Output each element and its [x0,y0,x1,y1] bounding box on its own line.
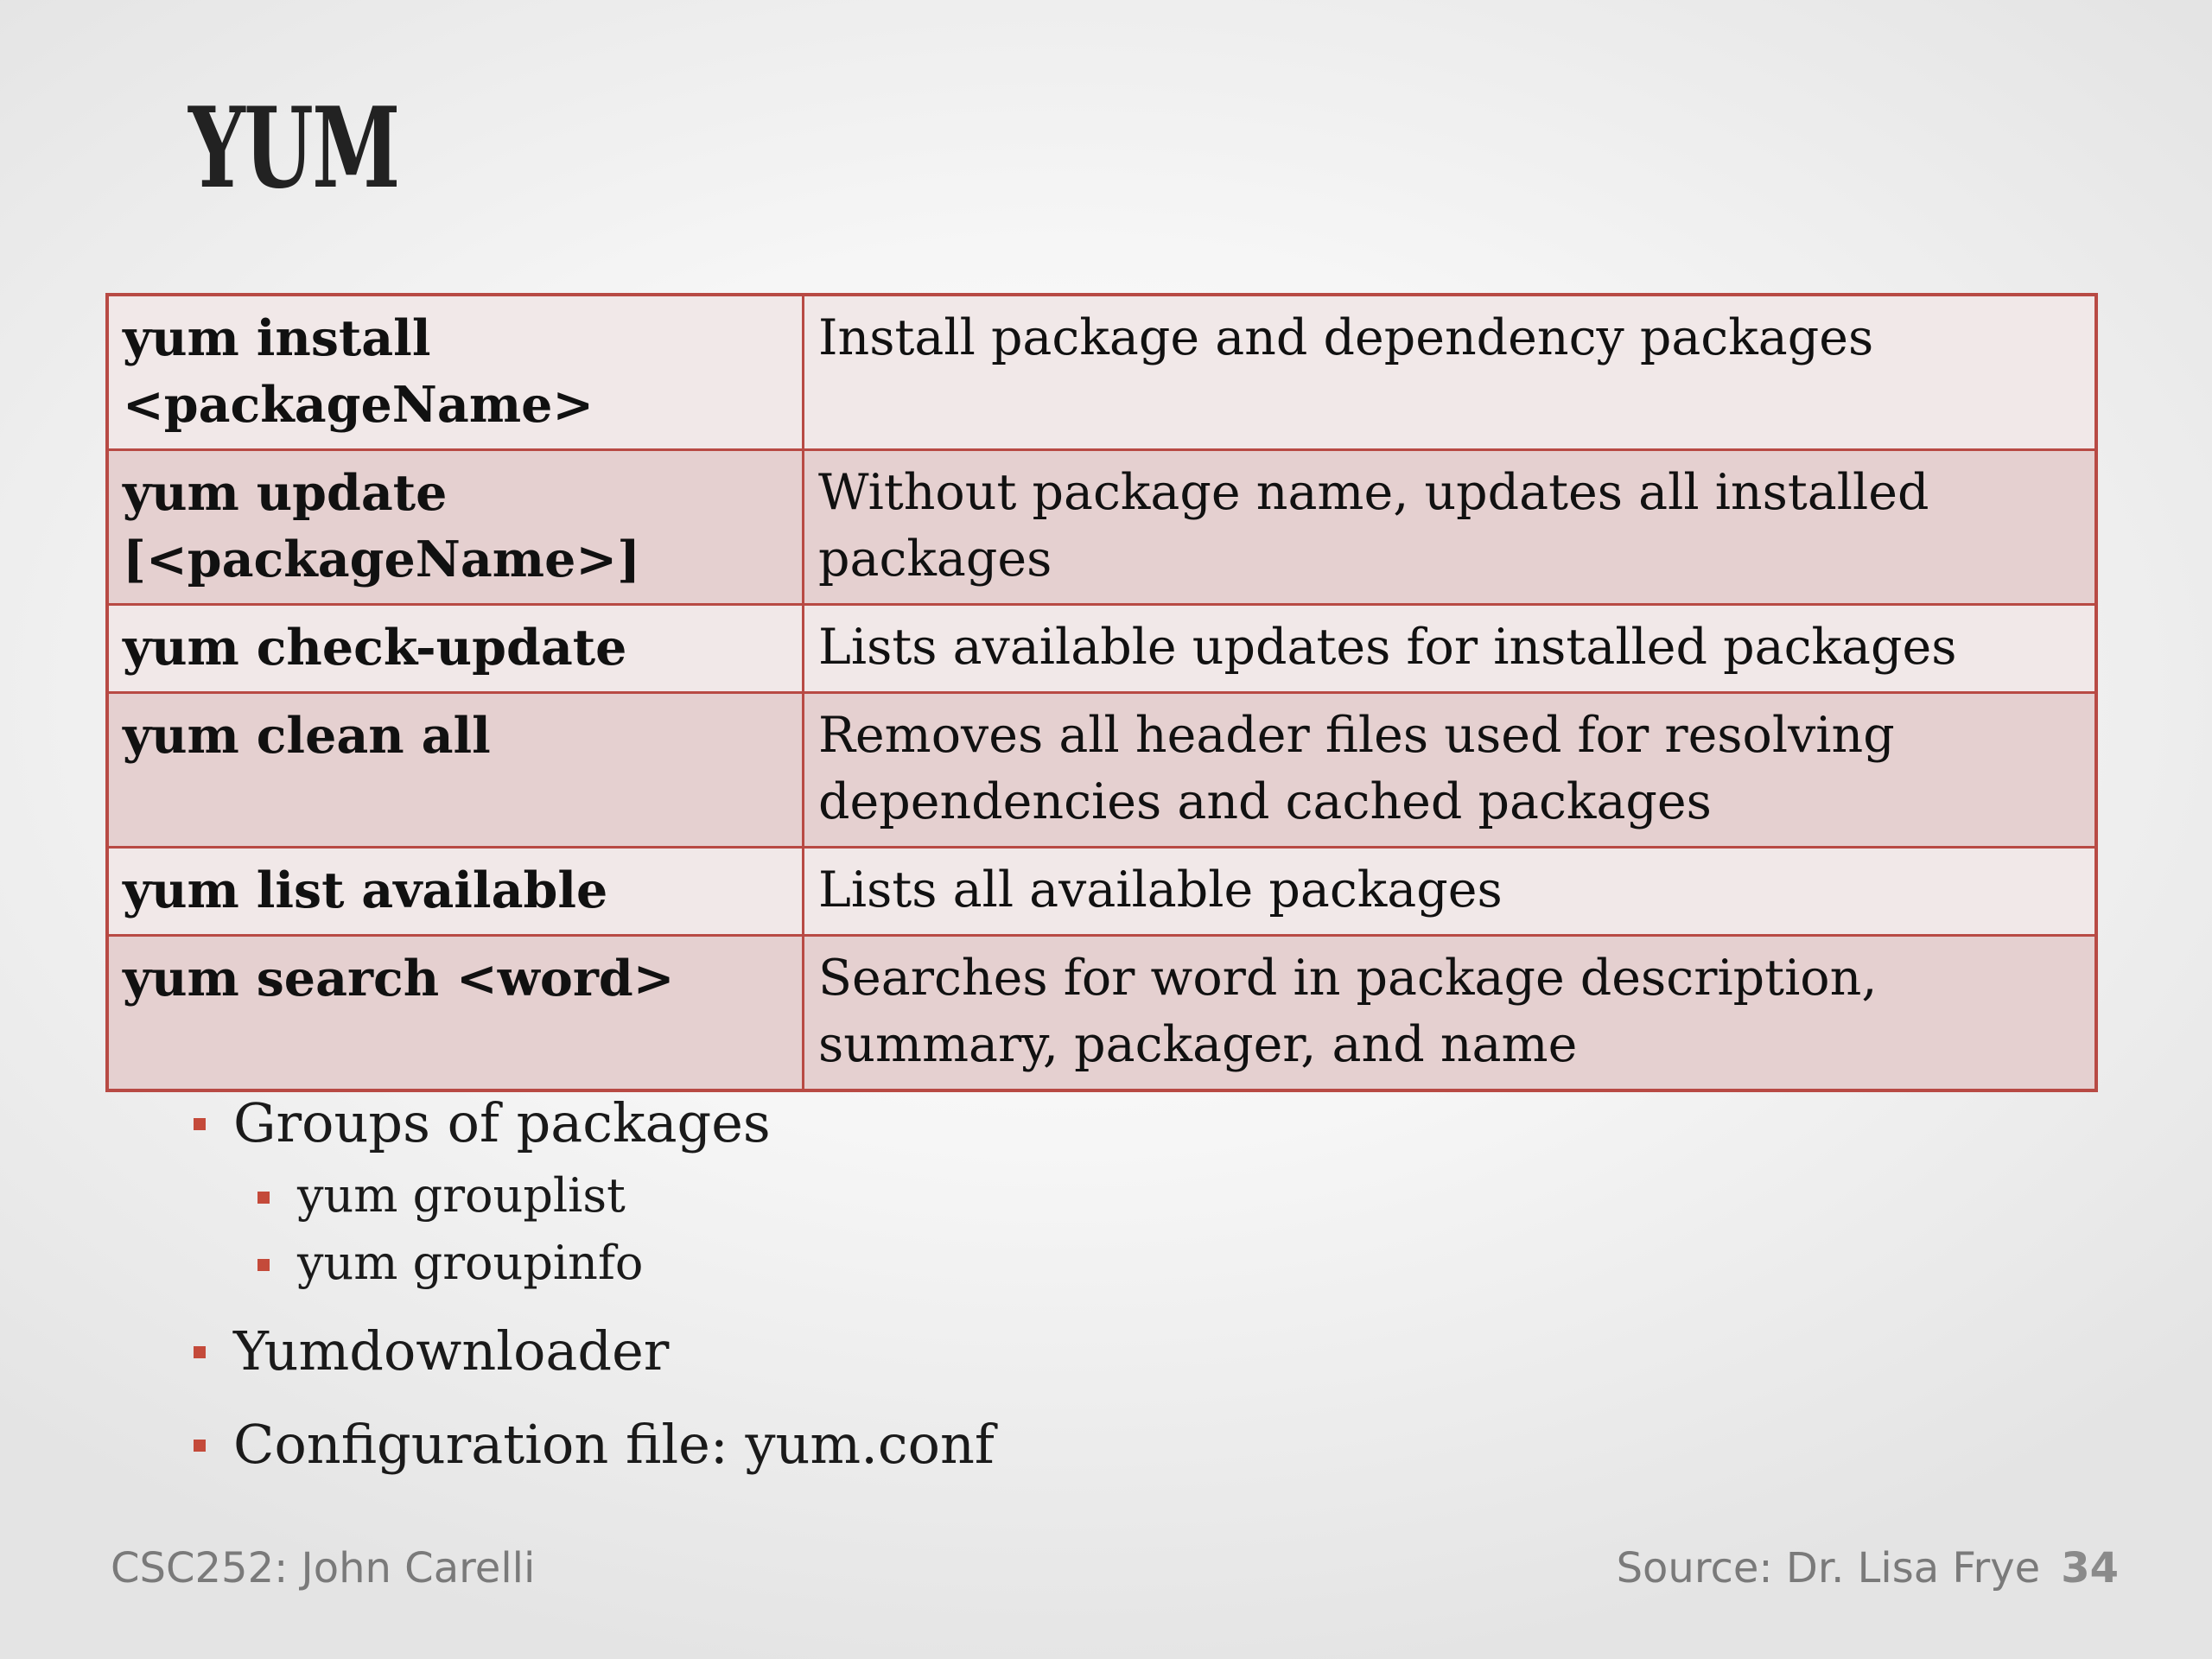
sub-bullet-item [190,1230,995,1297]
table-row [107,605,2096,693]
command-cell: yum update [<packageName>] [107,450,804,605]
bullet-square-icon [194,1118,206,1130]
bullet-text: yum groupinfo [297,1236,644,1290]
spacer [190,1297,995,1313]
table-row [107,295,2096,450]
command-cell: yum list available [107,848,804,936]
description-cell: Install package and dependency packages [804,295,2097,450]
command-cell: yum search <word> [107,936,804,1091]
description-cell: Removes all header files used for resolving dependencies and cached packages [804,693,2097,848]
bullet-item [190,1084,995,1162]
description-cell: Searches for word in package description, summary, packager, and name [804,936,2097,1091]
command-cell: yum check-update [107,605,804,693]
bullet-item [190,1313,995,1390]
description-cell: Without package name, updates all installed packages [804,450,2097,605]
table-row [107,450,2096,605]
footer-course: CSC252: John Carelli [111,1544,536,1592]
bullet-square-icon [257,1192,270,1204]
bullet-item [190,1406,995,1484]
bullet-text: Configuration file: yum.conf [233,1413,995,1476]
bullet-text: Yumdownloader [233,1319,670,1382]
bullet-square-icon [194,1346,206,1358]
sub-bullet-item [190,1162,995,1230]
table-row [107,936,2096,1091]
description-cell: Lists all available packages [804,848,2097,936]
source-text: Source: Dr. Lisa Frye [1616,1544,2041,1592]
spacer [190,1390,995,1406]
bullet-text: yum grouplist [297,1168,626,1223]
command-cell: yum install <packageName> [107,295,804,450]
bullet-square-icon [257,1259,270,1271]
bullet-list [190,1084,995,1484]
description-cell: Lists available updates for installed packages [804,605,2097,693]
page-number: 34 [2061,1544,2119,1592]
bullet-square-icon [194,1440,206,1452]
command-cell: yum clean all [107,693,804,848]
table-row [107,693,2096,848]
slide-title: YUM [188,84,399,213]
yum-command-table [105,293,2098,1092]
bullet-text: Groups of packages [233,1091,771,1154]
table-row [107,848,2096,936]
footer-source [1617,1544,2119,1592]
